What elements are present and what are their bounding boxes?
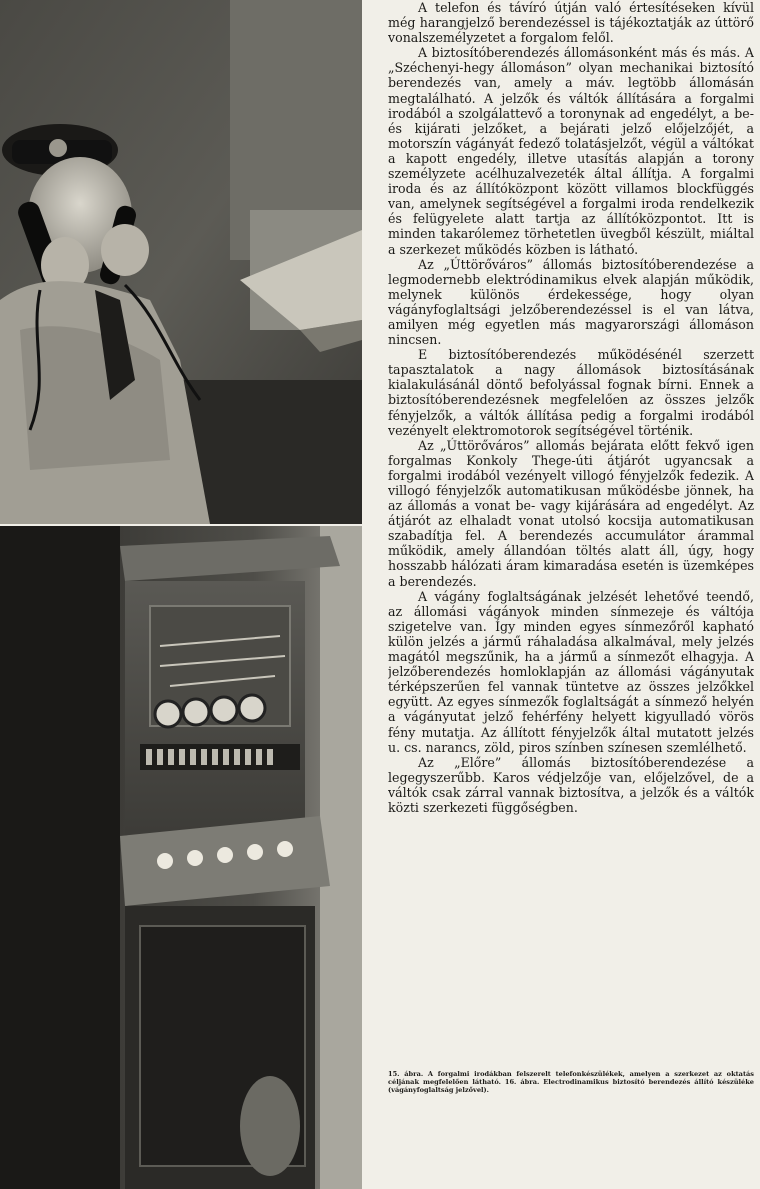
photo-boy-on-telephone	[0, 0, 362, 524]
article-paragraph-3: Az „Úttörőváros” állomás biztosítóberendezése a legmodernebb elektródinamikus elvek alapján működik, melynek különös érdekessége, hogy olyan vágányfoglaltsági jelzőberendezéssel is el van látva, amilyen még egyetlen más magyarországi állomáson nincsen.	[388, 256, 754, 348]
article-paragraph-1: A telefon és távíró útján való értesítéseken kívül még harangjelző berendezéssel is tájékoztatják az úttörő vonalszemélyzetet a forgalom felől.	[388, 0, 754, 46]
photo-signal-control-apparatus	[0, 526, 362, 1189]
article-paragraph-5: Az „Úttörőváros” allomás bejárata előtt fekvő igen forgalmas Konkoly Thege-úti átjárót ugyancsak a forgalmi irodából vezényelt villogó fényjelzők fedezik. A villogó fényjelzők automatikusan működésbe jönnek, ha az állomás a vonat be- vagy kijárására ad engedélyt. Az átjárót az elhaladt vonat utolsó kocsija automatikusan szabadítja fel. A berendezés accumulátor árammal működik, amely állandóan töltés alatt áll, úgy, hogy hosszabb hálózati áram kimaradása esetén is üzemképes a berendezés.	[388, 437, 754, 589]
article-paragraph-7: Az „Előre” állomás biztosítóberendezése a legegyszerűbb. Karos védjelzője van, előjelzővel, de a váltók csak zárral vannak biztosítva, a jelzők és a váltók közti szerkezeti függőségben.	[388, 754, 754, 815]
article-body	[388, 0, 754, 1060]
article-paragraph-6: A vágány foglaltságának jelzését lehetővé teendő, az állomási vágányok minden sínmezeje és váltója szigetelve van. Így minden egyes sínmezőről kapható külön jelzés a jármű ráhaladása alkalmával, mely jelzés magától megszűnik, ha a jármű a sínmezőt elhagyja. A jelzőberendezés homloklapján az állomási vágányutak térképszerűen fel vannak tüntetve az összes jelzőkkel együtt. Az egyes sínmezők foglaltságát a sínmező helyén a vágányutat jelző fehérfény helyett kigyulladó vörös fény mutatja. Az állított fényjelzők által mutatott jelzés u. cs. narancs, zöld, piros színben színesen szemlélhető.	[388, 588, 754, 755]
article-paragraph-2: A biztosítóberendezés állomásonként más és más. A „Széchenyi-hegy állomáson” olyan mechanikai biztosító berendezés van, amely a máv. legtöbb állomásán megtalálható. A jelzők és váltók állítására a forgalmi irodából a szolgálattevő a toronynak ad engedélyt, a be- és kijárati jelzőket, a bejárati jelző előjelzőjét, a motorszín vágányát fedező tolatásjelzőt, végül a váltókat a kapott engedély, illetve utasítás alapján a torony személyzete acélhuzalvezeték által állítja. A forgalmi iroda és az állítóközpont között villamos blockfüggés van, amelynek segítségével a forgalmi iroda rendelkezik és felügyelete alatt tartja az állítóközpontot. Itt is minden takarólemez törhetetlen üvegből készült, miáltal a szerkezet működés közben is látható.	[388, 45, 754, 257]
article-paragraph-4: E biztosítóberendezés működésénél szerzett tapasztalatok a nagy állomások biztosításának kialakulásánál döntő befolyással fognak bírni. Ennek a biztosítóberendezésnek megfelelően az összes jelzők fényjelzők, a váltók állítása pedig a forgalmi irodából vezényelt elektromotorok segítségével történik.	[388, 347, 754, 438]
figure-caption: 15. ábra. A forgalmi irodákban felszerelt telefonkészülékek, amelyen a szerkezet az oktatás céljának megfelelően látható. 16. ábra. Electrodinamikus biztosító berendezés állító készüléke (vágányfoglaltság jelzővel).	[388, 1070, 754, 1095]
